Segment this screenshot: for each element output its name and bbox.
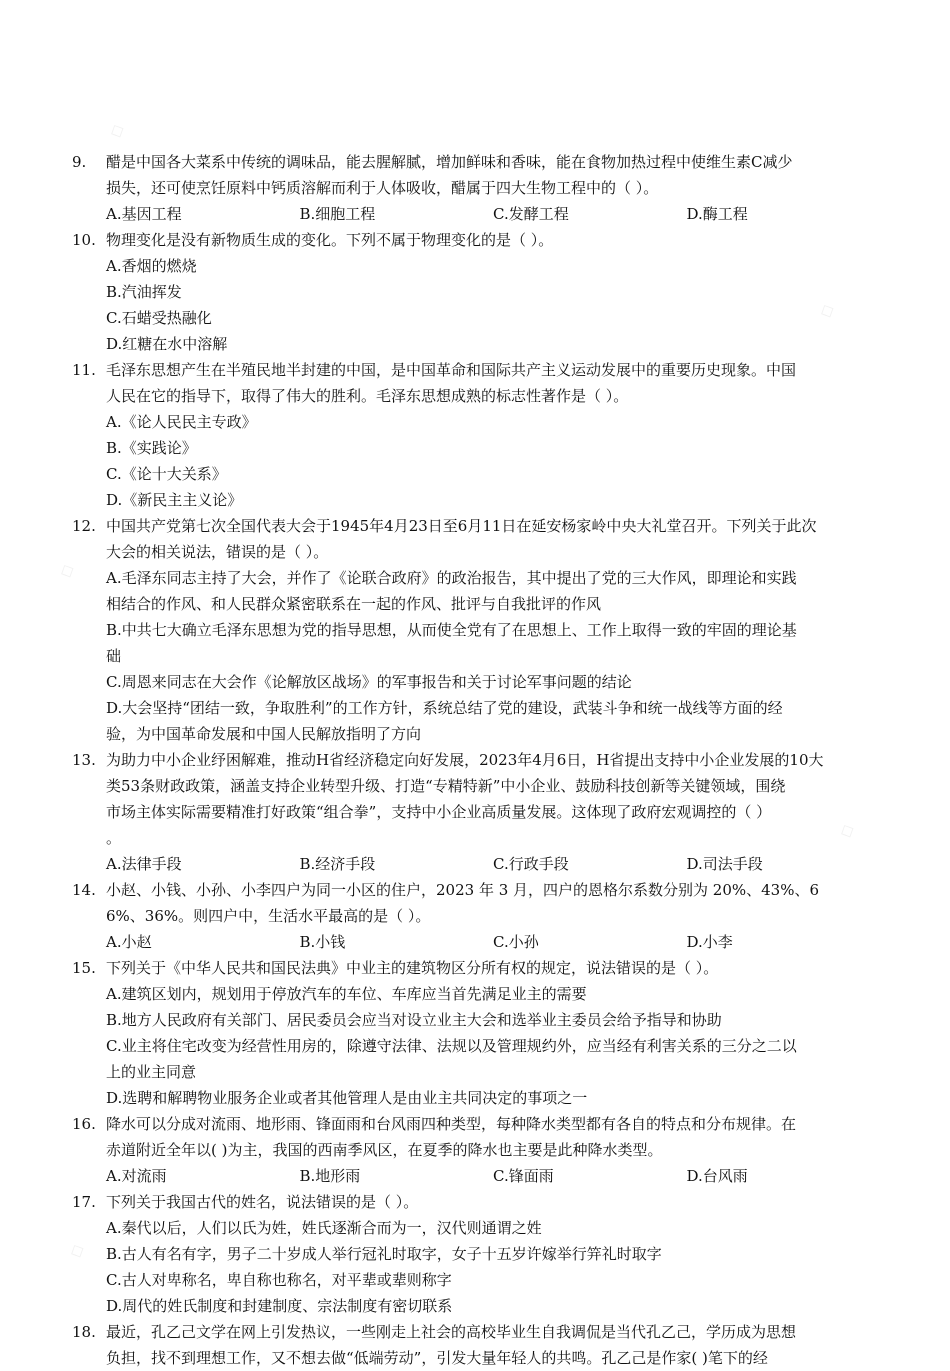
option-a: A.香烟的燃烧 [106,257,197,275]
question-number: 15. [72,959,96,977]
question-text: 最近，孔乙己文学在网上引发热议，一些刚走上社会的高校毕业生自我调侃是当代孔乙己，学历成为思想 [106,1323,797,1341]
option-c: C.锋面雨 [493,1167,554,1185]
option-d: D.选聘和解聘物业服务企业或者其他管理人是由业主共同决定的事项之一 [106,1089,588,1107]
option-c: C.古人对卑称名，卑自称也称名，对平辈或辈则称字 [106,1271,452,1289]
question-18 [72,1319,880,1371]
question-11 [72,357,880,513]
question-text: 下列关于我国古代的姓名，说法错误的是（ ）。 [106,1193,419,1211]
option-a: A.《论人民民主专政》 [106,413,257,431]
question-text: 醋是中国各大菜系中传统的调味品，能去腥解腻，增加鲜味和香味，能在食物加热过程中使维生素C减少 [106,153,793,171]
question-text: 降水可以分成对流雨、地形雨、锋面雨和台风雨四种类型，每种降水类型都有各自的特点和分布规律。在 [106,1115,797,1133]
options-row [106,851,880,877]
question-text: 类53条财政政策，涵盖支持企业转型升级、打造“专精特新”中小企业、鼓励科技创新等关键领域，围绕 [106,777,786,795]
option-d: D.酶工程 [686,205,748,223]
option-c-continued: 上的业主同意 [106,1063,197,1081]
option-d: D.红糖在水中溶解 [106,335,228,353]
question-text: 大会的相关说法，错误的是（ ）。 [106,543,329,561]
question-text: 损失，还可使烹饪原料中钙质溶解而利于人体吸收，醋属于四大生物工程中的（ ）。 [106,179,659,197]
option-b: B.中共七大确立毛泽东思想为党的指导思想，从而使全党有了在思想上、工作上取得一致的牢固的理论基 [106,621,797,639]
option-c: C.石蜡受热融化 [106,309,212,327]
watermark: ◇ [106,118,128,143]
option-c: C.发酵工程 [493,205,569,223]
option-a-continued: 相结合的作风、和人民群众紧密联系在一起的作风、批评与自我批评的作风 [106,595,602,613]
question-list [72,149,880,1371]
question-text: 为助力中小企业纾困解难，推动H省经济稳定向好发展，2023年4月6日，H省提出支持中小企业发展的10大 [106,751,824,769]
option-c: C.周恩来同志在大会作《论解放区战场》的军事报告和关于讨论军事问题的结论 [106,673,632,691]
option-a: A.秦代以后，人们以氏为姓，姓氏逐渐合而为一，汉代则通谓之姓 [106,1219,542,1237]
option-b: B.汽油挥发 [106,283,182,301]
question-number: 13. [72,751,96,769]
option-b: B.《实践论》 [106,439,197,457]
watermark: ◇ [816,298,838,323]
question-9 [72,149,880,227]
option-a: A.基因工程 [106,205,182,223]
question-15 [72,955,880,1111]
option-a: A.法律手段 [106,855,182,873]
question-text: 市场主体实际需要精准打好政策“组合拳”，支持中小企业高质量发展。这体现了政府宏观调控的（ ） [106,803,772,821]
question-text: 毛泽东思想产生在半殖民地半封建的中国，是中国革命和国际共产主义运动发展中的重要历史现象。中国 [106,361,797,379]
option-a: A.建筑区划内，规划用于停放汽车的车位、车库应当首先满足业主的需要 [106,985,587,1003]
option-a: A.小赵 [106,933,152,951]
option-c: C.业主将住宅改变为经营性用房的，除遵守法律、法规以及管理规约外，应当经有利害关系的三分之二以 [106,1037,797,1055]
question-number: 9. [72,153,87,171]
option-c: C.《论十大关系》 [106,465,227,483]
question-10 [72,227,880,357]
option-a: A.毛泽东同志主持了大会，并作了《论联合政府》的政治报告，其中提出了党的三大作风，即理论和实践 [106,569,797,587]
option-d: D.大会坚持“团结一致，争取胜利”的工作方针，系统总结了党的建设，武装斗争和统一战线等方面的经 [106,699,783,717]
question-text: 下列关于《中华人民共和国民法典》中业主的建筑物区分所有权的规定，说法错误的是（ ）。 [106,959,719,977]
option-c: C.行政手段 [493,855,569,873]
question-number: 10. [72,231,96,249]
option-d: D.司法手段 [686,855,763,873]
question-number: 18. [72,1323,96,1341]
question-text: 中国共产党第七次全国代表大会于1945年4月23日至6月11日在延安杨家岭中央大礼堂召开。下列关于此次 [106,517,817,535]
option-b: B.细胞工程 [299,205,376,223]
option-b: B.经济手段 [299,855,376,873]
question-number: 17. [72,1193,96,1211]
option-d-continued: 验，为中国革命发展和中国人民解放指明了方向 [106,725,422,743]
watermark: ◇ [836,818,858,843]
watermark: ◇ [56,558,78,583]
question-number: 12. [72,517,96,535]
options-grid [106,409,880,513]
option-d: D.周代的姓氏制度和封建制度、宗法制度有密切联系 [106,1297,453,1315]
option-b: B.小钱 [299,933,346,951]
question-text: 物理变化是没有新物质生成的变化。下列不属于物理变化的是（ ）。 [106,231,554,249]
question-text: 赤道附近全年以( )为主，我国的西南季风区，在夏季的降水也主要是此种降水类型。 [106,1141,663,1159]
option-d: D.台风雨 [686,1167,748,1185]
question-12 [72,513,880,747]
question-16 [72,1111,880,1189]
option-b: B.地形雨 [299,1167,361,1185]
options-row [106,929,880,955]
option-b-continued: 础 [106,647,122,665]
question-number: 16. [72,1115,96,1133]
question-14 [72,877,880,955]
watermark: ◇ [66,1238,88,1263]
options-grid [106,253,880,357]
option-d: D.《新民主主义论》 [106,491,243,509]
options-row [106,1163,880,1189]
question-13 [72,747,880,877]
question-text: 。 [106,829,122,847]
question-text: 小赵、小钱、小孙、小李四户为同一小区的住户，2023 年 3 月，四户的恩格尔系数分别为 20%、43%、6 [106,881,820,899]
question-number: 11. [72,361,96,379]
question-number: 14. [72,881,96,899]
option-a: A.对流雨 [106,1167,167,1185]
option-b: B.地方人民政府有关部门、居民委员会应当对设立业主大会和选举业主委员会给予指导和协助 [106,1011,722,1029]
option-c: C.小孙 [493,933,539,951]
question-text: 人民在它的指导下，取得了伟大的胜利。毛泽东思想成熟的标志性著作是（ ）。 [106,387,629,405]
question-17 [72,1189,880,1319]
option-d: D.小李 [686,933,733,951]
options-row [106,201,880,227]
question-text: 负担，找不到理想工作，又不想去做“低端劳动”，引发大量年轻人的共鸣。孔乙己是作家( )笔下的经 [106,1349,768,1367]
question-text: 6%、36%。则四户中，生活水平最高的是（ ）。 [106,907,431,925]
option-b: B.古人有名有字，男子二十岁成人举行冠礼时取字，女子十五岁许嫁举行笄礼时取字 [106,1245,662,1263]
